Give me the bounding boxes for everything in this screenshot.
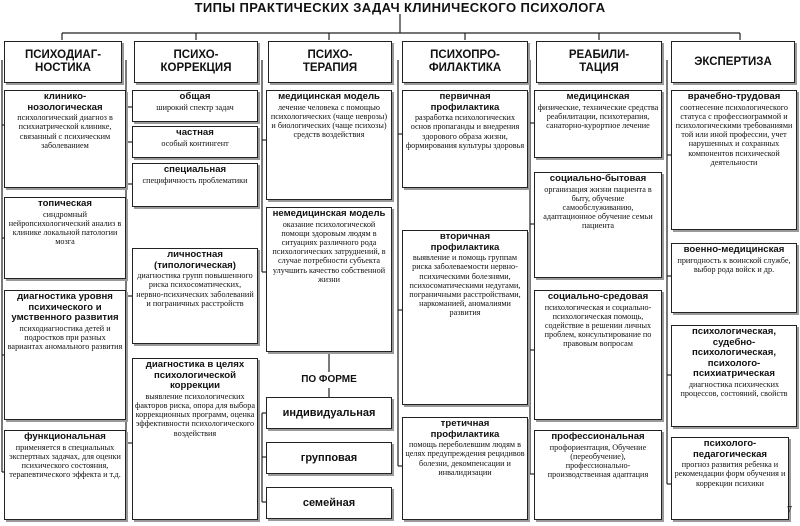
card-title: профессиональная	[551, 431, 645, 442]
header-rehabilitation-label: РЕАБИЛИ- ТАЦИЯ	[568, 49, 630, 74]
card-text: прогноз развития ребенка и рекомендации форм обучения и коррекции психики	[674, 460, 786, 488]
card-forensic	[671, 325, 797, 427]
card-title: психолого-педагогическая	[692, 438, 768, 460]
card-medical-model	[266, 90, 392, 200]
card-text: разработка психологических основ пропаганды и внедрения здорового образа жизни, формирования культуры здоровья	[405, 113, 525, 150]
card-text: пригодность к воинской службе, выбор рода войск и др.	[677, 255, 791, 274]
header-psychodiagnostics	[4, 41, 122, 83]
card-text: психологический диагноз в психиатрической клинике, связанный с психическим заболеванием	[17, 113, 113, 150]
card-title: социально-средовая	[547, 291, 649, 302]
card-title: военно-медицинская	[683, 244, 785, 255]
card-text: профориентация, Обучение (переобучение), профессионально-производственная адаптация	[547, 442, 649, 480]
header-psychoprophylaxis	[402, 41, 528, 83]
card-title: медицинская модель	[278, 91, 380, 102]
card-medical-rehab	[534, 90, 662, 158]
card-text: выявление психологических факторов риска, опора для выбора коррекционных программ, оценка эффективности психологического воздействия	[135, 391, 255, 438]
card-text: синдромный нейропсихологический анализ в клинике локальной патологии мозга	[8, 209, 122, 247]
card-text: специфичность проблематики	[142, 175, 248, 185]
card-general	[132, 90, 258, 122]
card-title: диагностика уровня психического и умственного развития	[11, 291, 119, 324]
card-functional	[4, 430, 126, 520]
card-text: диагностика групп повышенного риска психосоматических, нервно-психических заболеваний и пограничных расстройств	[136, 271, 254, 308]
header-expertise	[671, 41, 795, 83]
card-professional	[534, 430, 662, 520]
card-psych-pedagogical	[671, 437, 789, 520]
header-rehabilitation	[536, 41, 662, 83]
header-psychotherapy-label: ПСИХО- ТЕРАПИЯ	[302, 49, 358, 74]
card-social-environmental	[534, 290, 662, 420]
header-psychodiagnostics-label: ПСИХОДИАГ- НОСТИКА	[24, 49, 102, 74]
card-text: психодиагностика детей и подростков при разных вариантах аномального развития	[7, 323, 123, 352]
card-topical	[4, 197, 126, 279]
card-text: психологическая и социально-психологическая помощь, содействие в решении личных проблем, консультирование по правовым вопросам	[544, 302, 652, 349]
card-title: третичная профилактика	[430, 418, 500, 440]
card-title: общая	[179, 91, 211, 102]
card-text: помощь переболевшим людям в целях предупреждения рецидивов болезни, декомпенсации и инвалидизации	[405, 440, 525, 477]
card-title: диагностика в целях психологической коррекции	[145, 359, 245, 392]
card-title: клинико- нозологическая	[27, 91, 103, 113]
card-title: специальная	[163, 164, 227, 175]
card-secondary-prevention	[402, 230, 528, 405]
form-label: ПО ФОРМЕ	[301, 374, 357, 385]
card-text: широкий спектр задач	[156, 102, 234, 112]
card-text: диагностика психических процессов, состояний, свойств	[680, 379, 788, 399]
header-psychocorrection-label: ПСИХО- КОРРЕКЦИЯ	[160, 49, 232, 74]
card-title: личностная (типологическая)	[154, 249, 236, 271]
diagram-title: ТИПЫ ПРАКТИЧЕСКИХ ЗАДАЧ КЛИНИЧЕСКОГО ПСИХОЛОГА	[194, 0, 606, 15]
card-title: социально-бытовая	[549, 173, 647, 184]
card-tertiary-prevention	[402, 417, 528, 520]
card-title: первичная профилактика	[430, 91, 500, 113]
card-correction-diagnostics	[132, 358, 258, 520]
card-text: особый контингент	[161, 138, 229, 148]
card-clinical-nosological	[4, 90, 126, 188]
card-text: организация жизни пациента в быту, обучение самообслуживанию, адаптационное обучение семьи пациента	[543, 184, 653, 231]
header-expertise-label: ЭКСПЕРТИЗА	[694, 55, 772, 68]
header-psychotherapy	[268, 41, 392, 83]
card-title: топическая	[38, 198, 92, 209]
card-title: немедицинская модель	[272, 208, 386, 219]
card-primary-prevention	[402, 90, 528, 188]
card-social-household	[534, 172, 662, 278]
card-title: врачебно-трудовая	[687, 91, 781, 102]
header-psychoprophylaxis-label: ПСИХОПРО- ФИЛАКТИКА	[428, 49, 502, 74]
card-military-medical	[671, 243, 797, 313]
card-private	[132, 126, 258, 158]
card-title: функциональная	[24, 431, 106, 442]
card-nonmedical-model	[266, 207, 392, 352]
form-individual: индивидуальная	[266, 397, 392, 429]
card-title: частная	[176, 127, 214, 138]
header-psychocorrection	[134, 41, 258, 83]
card-title: психологическая, судебно-психологическая, психолого-психиатрическая	[692, 326, 776, 380]
form-group: групповая	[266, 442, 392, 474]
card-text: соотнесение психологического статуса с профессиограммой и психологическими требованиями той или иной профессии, учет нарушенных и сохранных компонентов психической деятельности	[675, 102, 793, 167]
page-number: 7	[787, 505, 792, 516]
card-text: оказание психологической помощи здоровым людям в ситуациях различного рода психологических затруднений, в случае потребности субъекта улучшить качество собственной жизни	[272, 219, 386, 284]
card-text: физические, технические средства реабилитации, психотерапия, санаторно-курортное лечение	[537, 102, 659, 130]
card-personal	[132, 248, 258, 344]
card-title: вторичная профилактика	[430, 231, 500, 253]
card-text: лечение человека с помощью психологических (чаще неврозы) и биологических (чаще психозы) средств воздействия	[270, 102, 388, 140]
card-medical-labor	[671, 90, 797, 230]
card-title: медицинская	[566, 91, 630, 102]
card-text: применяется в специальных экспертных задачах, для оценки психического состояния, терапевтического эффекта и т.д.	[9, 442, 121, 480]
card-development-level	[4, 290, 126, 420]
form-family: семейная	[266, 487, 392, 519]
card-text: выявление и помощь группам риска заболеваемости нервно-психическими болезнями, психосоматическими недугами, пограничными расстройствами, наркоманией, аномалиями развития	[409, 253, 521, 318]
card-special	[132, 163, 258, 207]
